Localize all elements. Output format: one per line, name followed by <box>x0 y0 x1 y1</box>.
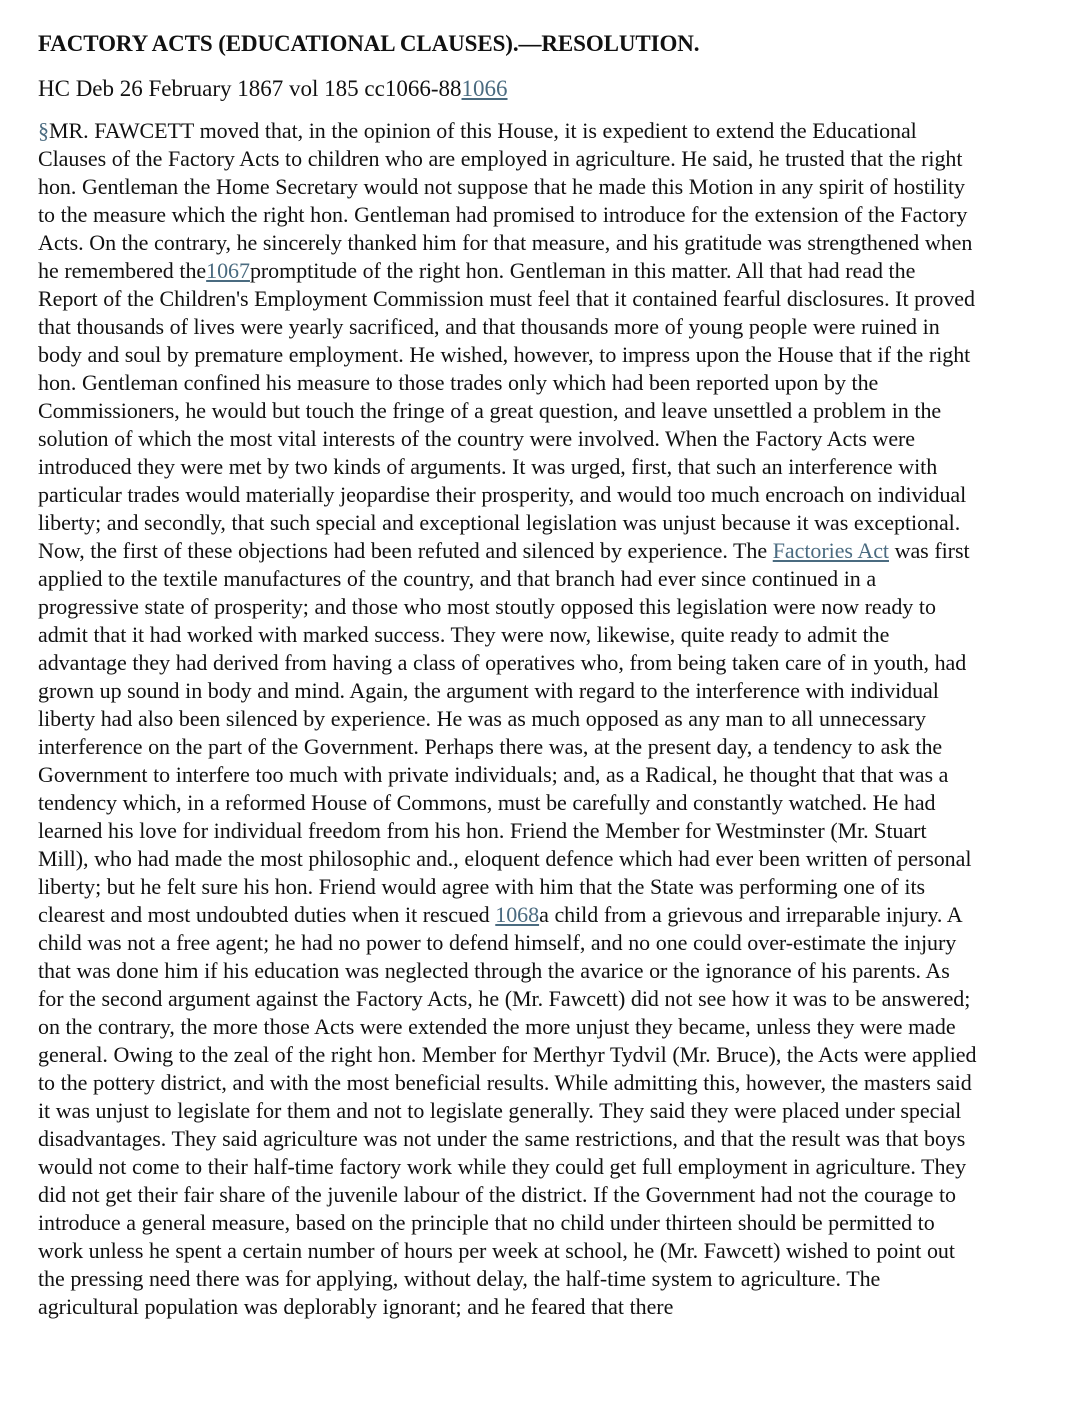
speech-text-part-3: was first applied to the textile manufactures of the country, and that branch had ever since continued in a progressive state of prosperity; and those who most stoutly opposed this legislation were now ready to admit that it had worked with marked success. They were now, likewise, quite ready to admit the advantage they had derived from having a class of operatives who, from being taken care of in youth, had grown up sound in body and mind. Again, the argument with regard to the interference with individual liberty had also been silenced by experience. He was as much opposed as any man to all unnecessary interference on the part of the Government. Perhaps there was, at the present day, a tendency to ask the Government to interfere too much with private individuals; and, as a Radical, he thought that that was a tendency which, in a reformed House of Commons, must be carefully and constantly watched. He had learned his love for individual freedom from his hon. Friend the Member for Westminster (Mr. Stuart Mill), who had made the most philosophic and., eloquent defence which had ever been written of personal liberty; but he felt sure his hon. Friend would agree with him that the State was performing one of its clearest and most undoubted duties when it rescued <box>38 538 972 927</box>
column-link-1067[interactable]: 1067 <box>206 258 250 283</box>
page-content <box>38 28 978 1321</box>
speech-text-part-4: a child from a grievous and irreparable injury. A child was not a free agent; he had no power to defend himself, and no one could over-estimate the injury that was done him if his education was neglected through the avarice or the ignorance of his parents. As for the second argument against the Factory Acts, he (Mr. Fawcett) did not see how it was to be answered; on the contrary, the more those Acts were extended the more unjust they became, unless they were made general. Owing to the zeal of the right hon. Member for Merthyr Tydvil (Mr. Bruce), the Acts were applied to the pottery district, and with the most beneficial results. While admitting this, however, the masters said it was unjust to legislate for them and not to legislate generally. They said they were placed under special disadvantages. They said agriculture was not under the same restrictions, and that the result was that boys would not come to their half-time factory work while they could get full employment in agriculture. They did not get their fair share of the juvenile labour of the district. If the Government had not the courage to introduce a general measure, based on the principle that no child under thirteen should be permitted to work unless he spent a certain number of hours per week at school, he (Mr. Fawcett) wished to point out the pressing need there was for applying, without delay, the half-time system to agriculture. The agricultural population was deplorably ignorant; and he feared that there <box>38 902 977 1319</box>
column-link-1066[interactable]: 1066 <box>461 76 508 101</box>
page-title: FACTORY ACTS (EDUCATIONAL CLAUSES).—RESOLUTION. <box>38 31 700 56</box>
speech-paragraph <box>38 117 978 1321</box>
section-permalink[interactable]: § <box>38 118 49 143</box>
citation-line <box>38 74 978 104</box>
citation-text: HC Deb 26 February 1867 vol 185 cc1066-88 <box>38 76 462 101</box>
speech-text-part-1: MR. FAWCETT moved that, in the opinion of this House, it is expedient to extend the Educational Clauses of the Factory Acts to children who are employed in agriculture. He said, he trusted that the right hon. Gentleman the Home Secretary would not suppose that he made this Motion in any spirit of hostility to the measure which the right hon. Gentleman had promised to introduce for the extension of the Factory Acts. On the contrary, he sincerely thanked him for that measure, and his gratitude was strengthened when he remembered the <box>38 118 973 283</box>
factories-act-link[interactable]: Factories Act <box>772 538 889 563</box>
column-link-1068[interactable]: 1068 <box>495 902 540 927</box>
speech-text-part-2: promptitude of the right hon. Gentleman in this matter. All that had read the Report of the Children's Employment Commission must feel that it contained fearful disclosures. It proved that thousands of lives were yearly sacrificed, and that thousands more of young people were ruined in body and soul by premature employment. He wished, however, to impress upon the House that if the right hon. Gentleman confined his measure to those trades only which had been reported upon by the Commissioners, he would but touch the fringe of a great question, and leave unsettled a problem in the solution of which the most vital interests of the country were involved. When the Factory Acts were introduced they were met by two kinds of arguments. It was urged, first, that such an interference with particular trades would materially jeopardise their prosperity, and would too much encroach on individual liberty; and secondly, that such special and exceptional legislation was unjust because it was exceptional. Now, the first of these objections had been refuted and silenced by experience. The <box>38 258 975 563</box>
